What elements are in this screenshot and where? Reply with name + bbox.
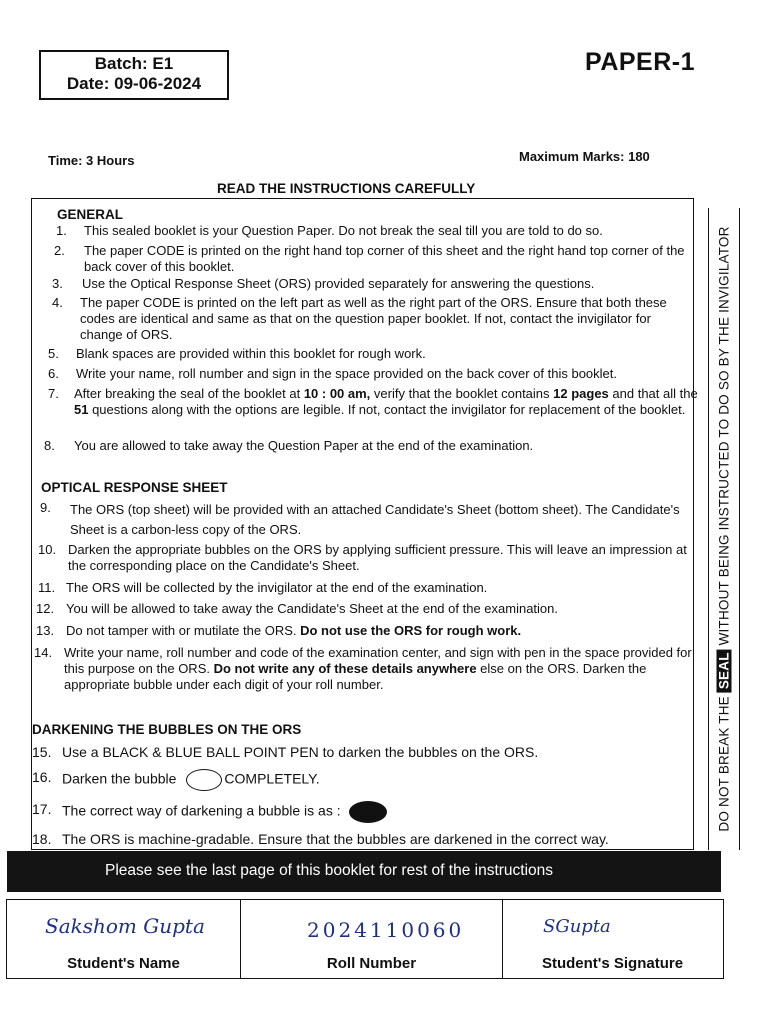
ors-heading: OPTICAL RESPONSE SHEET bbox=[41, 480, 228, 495]
seal-warning-after: WITHOUT BEING INSTRUCTED TO DO SO BY THE INVIGILATOR bbox=[716, 226, 732, 646]
student-name-label: Student's Name bbox=[67, 955, 180, 972]
item-text bbox=[66, 623, 521, 639]
instructions-box bbox=[31, 198, 698, 850]
item-number: 16. bbox=[32, 769, 52, 785]
roll-number-cell bbox=[241, 900, 503, 978]
item-text bbox=[62, 801, 387, 823]
item-number: 15. bbox=[32, 744, 52, 760]
item-number: 2. bbox=[54, 243, 65, 258]
item-number: 11. bbox=[38, 580, 56, 595]
item-text: Use a BLACK & BLUE BALL POINT PEN to darken the bubbles on the ORS. bbox=[62, 744, 539, 760]
empty-bubble-icon bbox=[186, 769, 222, 791]
item-text bbox=[74, 386, 699, 418]
seal-warning-strip bbox=[708, 208, 740, 850]
item-text bbox=[64, 645, 714, 693]
item-number: 17. bbox=[32, 801, 52, 817]
item-number: 4. bbox=[52, 295, 63, 310]
item-text: Use the Optical Response Sheet (ORS) provided separately for answering the questions. bbox=[82, 276, 595, 291]
batch-label: Batch: E1 bbox=[94, 54, 174, 73]
item-number: 8. bbox=[44, 438, 55, 453]
roll-number-value: 2024110060 bbox=[307, 918, 465, 942]
paper-title: PAPER-1 bbox=[585, 48, 696, 76]
item-bold-questions: 51 bbox=[74, 402, 89, 417]
item-text: The ORS will be collected by the invigilator at the end of the examination. bbox=[66, 580, 488, 595]
batch-date-box bbox=[39, 50, 229, 100]
item-bold-warning: Do not use the ORS for rough work. bbox=[300, 623, 522, 638]
seal-warning-text bbox=[717, 226, 732, 831]
item-text-part: verify that the booklet contains bbox=[370, 386, 554, 401]
time-label: Time: 3 Hours bbox=[48, 153, 135, 168]
item-text-part: Darken the bubble bbox=[62, 770, 177, 787]
item-number: 10. bbox=[38, 542, 57, 557]
item-text-part: questions along with the options are legible. If not, contact the invigilator for replacement of the booklet. bbox=[88, 402, 686, 417]
seal-word: SEAL bbox=[717, 649, 732, 692]
item-text-part: and that all the bbox=[608, 386, 698, 401]
student-details-table bbox=[6, 899, 724, 979]
item-text: Write your name, roll number and sign in the space provided on the back cover of this booklet. bbox=[76, 366, 617, 381]
item-number: 5. bbox=[48, 346, 59, 361]
item-bold-pages: 12 pages bbox=[553, 386, 609, 401]
student-name-cell bbox=[7, 900, 241, 978]
max-marks-label: Maximum Marks: 180 bbox=[519, 149, 650, 164]
roll-number-label: Roll Number bbox=[326, 955, 417, 972]
item-number: 14. bbox=[34, 645, 53, 660]
item-text: The paper CODE is printed on the right hand top corner of this sheet and the right hand top corner of the back cover of this booklet. bbox=[84, 243, 685, 274]
read-instructions-heading: READ THE INSTRUCTIONS CAREFULLY bbox=[217, 181, 476, 196]
student-name-value: Sakshom Gupta bbox=[45, 914, 205, 938]
student-signature-label: Student's Signature bbox=[541, 955, 684, 972]
item-number: 1. bbox=[56, 223, 67, 238]
item-text: The paper CODE is printed on the left part as well as the right part of the ORS. Ensure that both these codes are identical and same as that on the question paper booklet. If not, contact the invigilator for change of ORS. bbox=[80, 295, 667, 342]
item-text bbox=[62, 769, 320, 791]
item-text-part: Do not tamper with or mutilate the ORS. bbox=[66, 623, 301, 638]
date-label: Date: 09-06-2024 bbox=[66, 74, 202, 93]
item-text-part: else on the ORS. Darken the appropriate bubble under each digit of your roll number. bbox=[64, 661, 647, 692]
item-text: You will be allowed to take away the Candidate's Sheet at the end of the examination. bbox=[66, 601, 558, 616]
item-number: 9. bbox=[40, 500, 51, 515]
item-number: 3. bbox=[52, 276, 63, 291]
item-number: 18. bbox=[32, 831, 52, 847]
bubbles-heading: DARKENING THE BUBBLES ON THE ORS bbox=[32, 722, 302, 737]
item-number: 13. bbox=[36, 623, 55, 638]
student-signature-value: SGupta bbox=[543, 916, 611, 937]
general-heading: GENERAL bbox=[57, 207, 124, 222]
item-text-part: Write your name, roll number and code of the examination center, and sign with pen in the space provided for this purpose on the ORS. bbox=[64, 645, 692, 676]
item-text: Darken the appropriate bubbles on the ORS by applying sufficient pressure. This will leave an impression at the corresponding place on the Candidate's Sheet. bbox=[68, 542, 687, 573]
item-text-part: The correct way of darkening a bubble is as : bbox=[62, 802, 341, 819]
banner-text: Please see the last page of this booklet for rest of the instructions bbox=[105, 862, 554, 879]
item-text-part: COMPLETELY. bbox=[224, 770, 320, 787]
item-text: You are allowed to take away the Question Paper at the end of the examination. bbox=[74, 438, 534, 453]
item-text: Blank spaces are provided within this booklet for rough work. bbox=[76, 346, 426, 361]
item-number: 7. bbox=[48, 386, 59, 401]
item-number: 6. bbox=[48, 366, 59, 381]
signature-cell bbox=[503, 900, 722, 978]
item-bold-warning: Do not write any of these details anywhere bbox=[213, 661, 477, 676]
item-text: The ORS is machine-gradable. Ensure that the bubbles are darkened in the correct way. bbox=[62, 831, 609, 847]
instructions-banner bbox=[7, 851, 721, 892]
item-number: 12. bbox=[36, 601, 55, 616]
filled-bubble-icon bbox=[349, 801, 387, 823]
item-text-part: After breaking the seal of the booklet at bbox=[74, 386, 304, 401]
seal-warning-before: DO NOT BREAK THE bbox=[716, 696, 732, 832]
item-text: This sealed booklet is your Question Paper. Do not break the seal till you are told to do so. bbox=[84, 223, 603, 238]
item-bold-time: 10 : 00 am, bbox=[303, 386, 371, 401]
item-text: The ORS (top sheet) will be provided with an attached Candidate's Sheet (bottom sheet). The Candidate's Sheet is a carbon-less copy of the ORS. bbox=[70, 502, 680, 537]
